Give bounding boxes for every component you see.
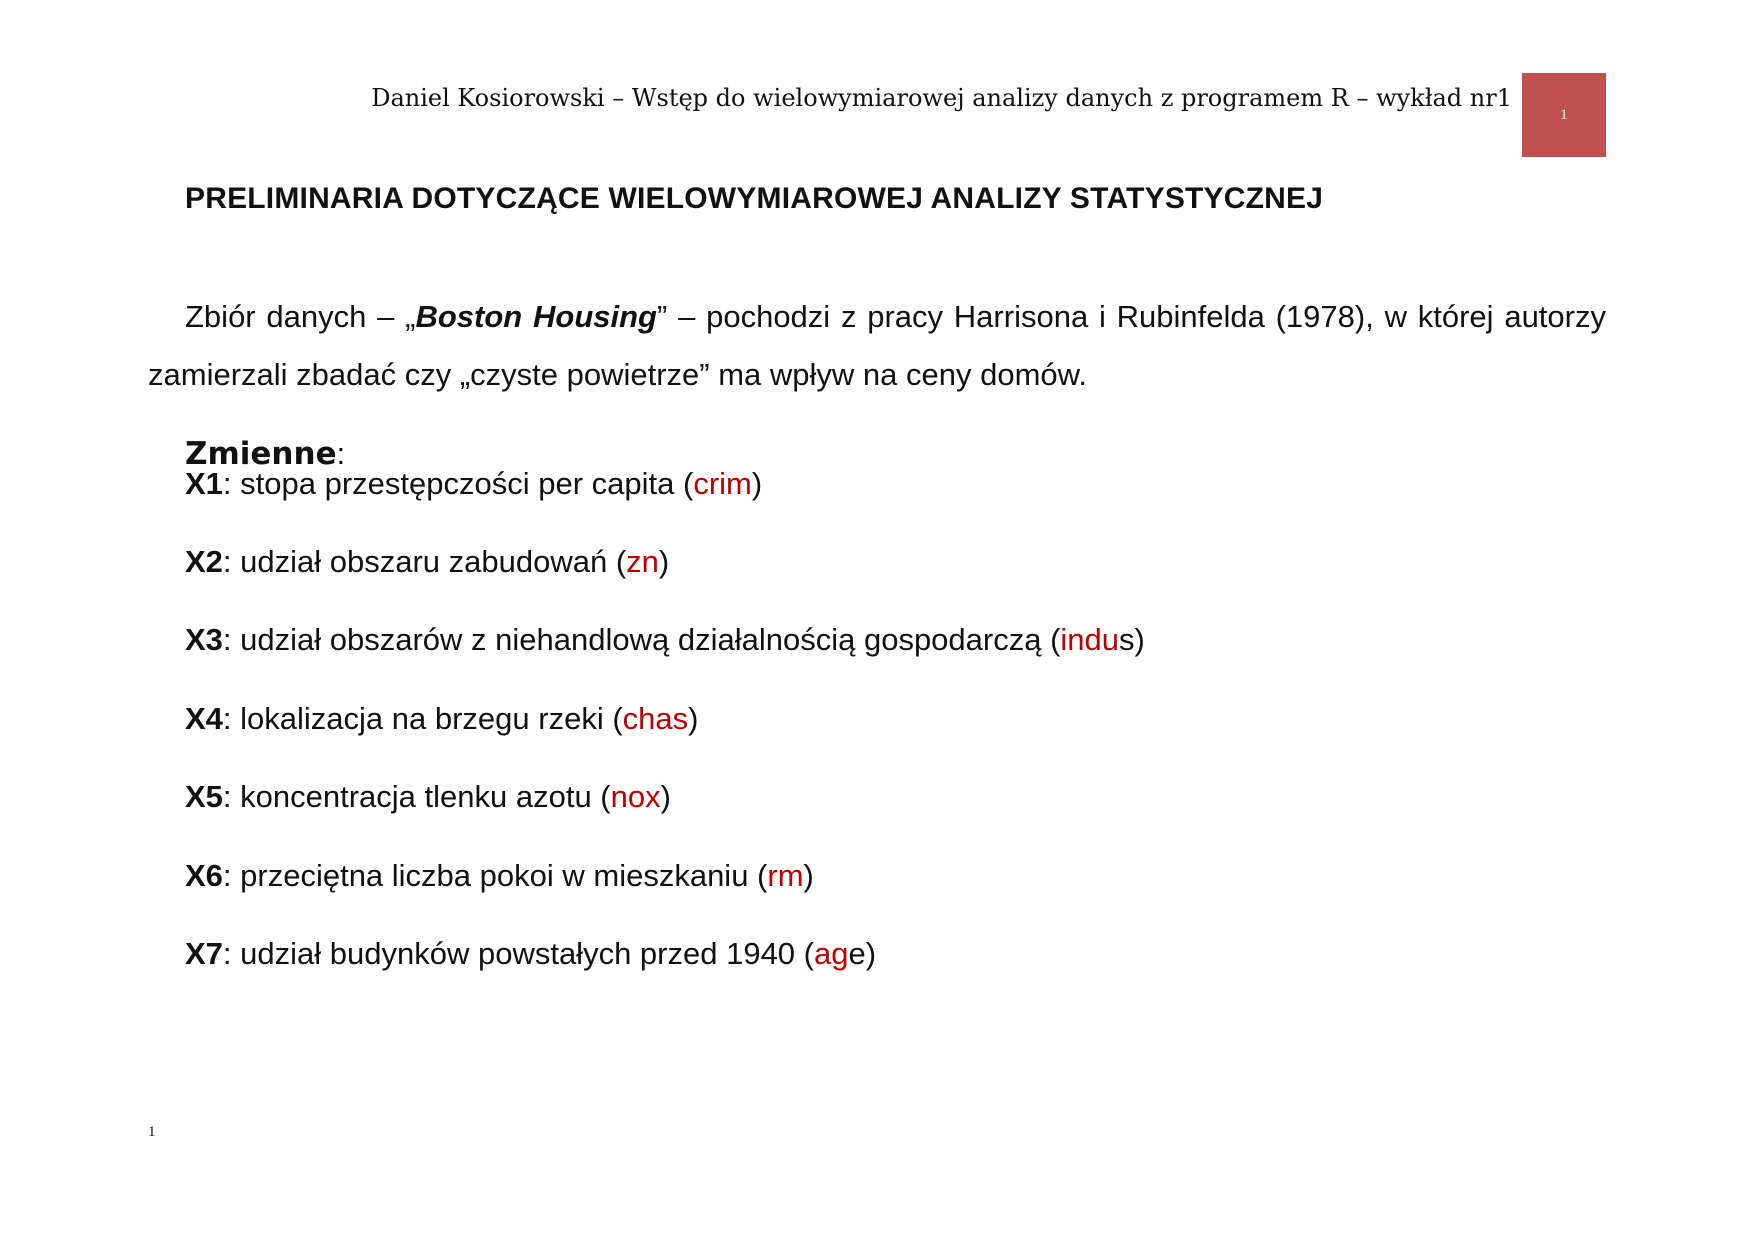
variable-description: : udział obszarów z niehandlową działalnością gospodarczą ( <box>222 622 1061 657</box>
variable-abbreviation: zn <box>626 544 659 579</box>
variable-item <box>185 542 669 582</box>
intro-paragraph <box>148 288 1606 404</box>
variable-code: X6 <box>185 858 223 893</box>
variable-close-paren: ) <box>658 544 670 579</box>
variable-code: X1 <box>185 466 223 501</box>
document-title: PRELIMINARIA DOTYCZĄCE WIELOWYMIAROWEJ ANALIZY STATYSTYCZNEJ <box>185 182 1324 215</box>
variable-abbreviation-rest: e <box>848 936 866 971</box>
running-header: Daniel Kosiorowski – Wstęp do wielowymiarowej analizy danych z programem R – wykład nr1 <box>371 84 1512 112</box>
variable-abbreviation: indu <box>1060 622 1120 657</box>
variable-item <box>185 856 814 896</box>
variable-close-paren: ) <box>803 858 814 893</box>
variable-abbreviation: rm <box>767 858 804 893</box>
footer-page-number: 1 <box>148 1124 156 1140</box>
variable-item <box>185 777 671 817</box>
variable-abbreviation: nox <box>610 779 661 814</box>
variable-item <box>185 934 876 974</box>
variable-abbreviation: ag <box>813 936 849 971</box>
variable-abbreviation: chas <box>622 701 689 736</box>
variable-close-paren: ) <box>688 701 699 736</box>
variable-code: X2 <box>185 544 223 579</box>
variable-close-paren: ) <box>660 779 671 814</box>
variable-description: : udział budynków powstałych przed 1940 ( <box>222 936 814 971</box>
variable-item <box>185 620 1145 660</box>
variable-abbreviation-rest: s <box>1119 622 1135 657</box>
variable-description: : stopa przestępczości per capita ( <box>222 466 694 501</box>
variables-heading-colon: : <box>336 436 346 471</box>
variable-description: : koncentracja tlenku azotu ( <box>222 779 611 814</box>
intro-text-after: ” – pochodzi z pracy Harrisona i Rubinfelda (1978), w której autorzy zamierzali zbadać czy „czyste powietrze” ma wpływ na ceny domów. <box>148 299 1606 392</box>
variable-code: X7 <box>185 936 223 971</box>
variable-close-paren: ) <box>751 466 763 501</box>
variable-description: : lokalizacja na brzegu rzeki ( <box>222 701 623 736</box>
variable-item <box>185 464 762 504</box>
page-number-badge: 1 <box>1522 73 1606 157</box>
variable-close-paren: ) <box>1134 622 1145 657</box>
variable-close-paren: ) <box>865 936 877 971</box>
variable-abbreviation: crim <box>693 466 752 501</box>
variable-description: : przeciętna liczba pokoi w mieszkaniu ( <box>222 858 768 893</box>
variables-heading-label: Zmienne <box>185 436 337 472</box>
variable-code: X4 <box>185 701 223 736</box>
intro-text-before: Zbiór danych – „ <box>185 299 416 334</box>
variable-code: X3 <box>185 622 223 657</box>
variable-code: X5 <box>185 779 223 814</box>
dataset-name: Boston Housing <box>415 299 657 334</box>
variable-item <box>185 699 698 739</box>
variable-description: : udział obszaru zabudowań ( <box>222 544 627 579</box>
